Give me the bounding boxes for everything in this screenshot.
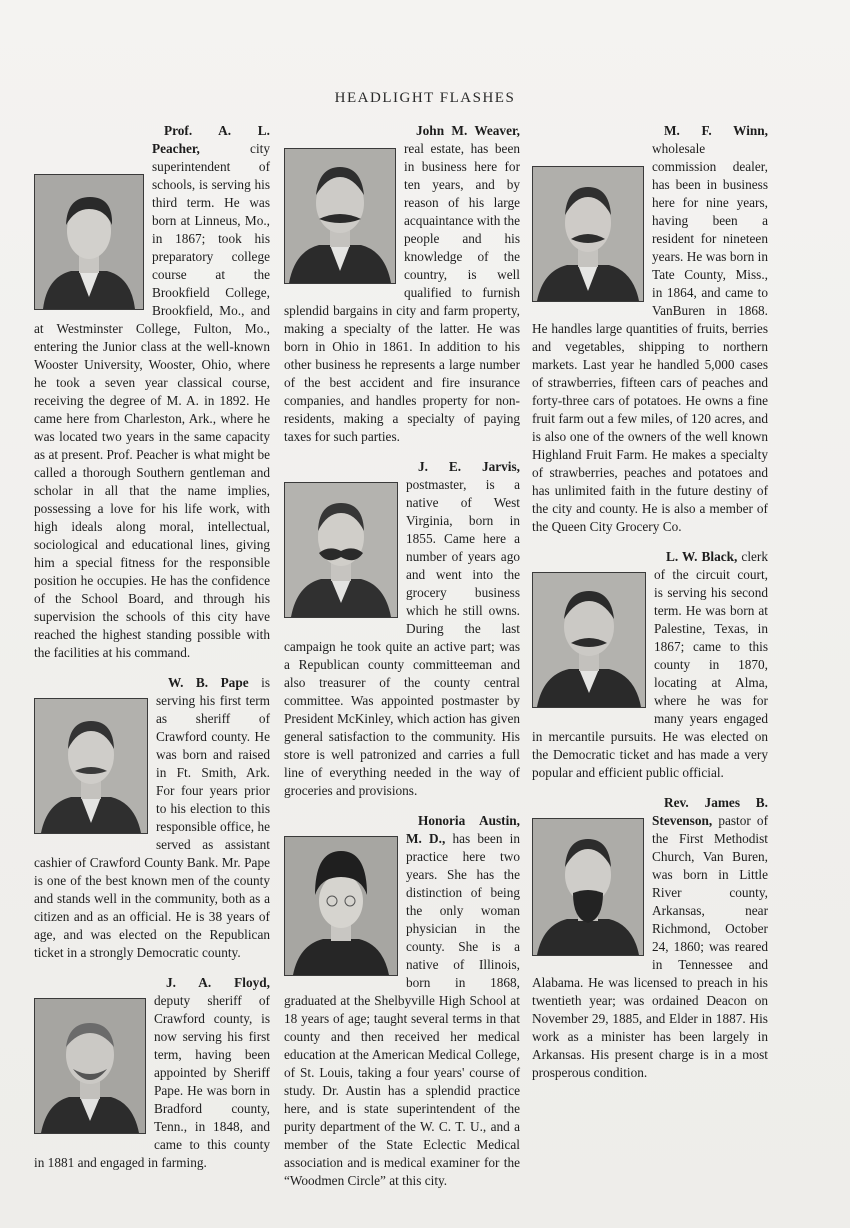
portrait-photo (284, 836, 398, 976)
biography-text: wholesale commission dealer, has been in business here for nine years, having been a resident for nineteen years. He was born in Tate County, Miss., in 1864, and came to VanBuren in 1868. He handles large quantities of fruits, berries and vegetables, shipping to northern markets. Last year he handled 5,000 cases of strawberries, fifteen cars of peaches and forty-three cars of potatoes. He owns a fine fruit farm out a few miles, of 120 acres, and is also one of the owners of the well known Highland Fruit Farm. He makes a specialty of strawberries, peaches and potatoes and has unlimited faith in the future destiny of the city and county. He is also a member of the Queen City Grocery Co. (532, 141, 768, 534)
biography-stevenson (532, 794, 768, 1082)
biography-text: real estate, has been in business here for ten years, and by reason of his large acquaintance with the people and his knowledge of the country, is well qualified to furnish splendid bargains in city and farm property, making a specialty of the latter. He was born in Ohio in 1861. In addition to his other business he represents a large number of the best accident and fire insurance companies, and handles property for non-residents, making a specialty of paying taxes for such parties. (284, 141, 520, 444)
biography-austin (284, 812, 520, 1190)
person-name: Prof. A. L. Peacher, (152, 123, 270, 156)
biography-black (532, 548, 768, 782)
column-1 (34, 122, 270, 1184)
column-2 (284, 122, 520, 1202)
portrait-photo (34, 698, 148, 834)
portrait-photo (284, 482, 398, 618)
portrait-photo (532, 166, 644, 302)
person-name: M. F. Winn, (664, 123, 768, 138)
biography-pape (34, 674, 270, 962)
biography-text: deputy sheriff of Crawford county, is now serving his first term, having been appointed by Sheriff Pape. He was born in Bradford county, Tenn., in 1848, and came to this county in 1881 and engaged in farming. (34, 993, 270, 1170)
biography-text: postmaster, is a native of West Virginia, born in 1855. Came here a number of years ago and went into the grocery business which he still owns. During the last campaign he took quite an active part; was a Republican county committeeman and also treasurer of the county central committee. Was appointed postmaster by President McKinley, which action has given general satisfaction to the community. His store is well patronized and carries a full line of everything needed in the way of groceries and provisions. (284, 477, 520, 798)
biography-text: clerk of the circuit court, is serving his second term. He was born at Palestine, Texas, in 1867; came to this county in 1870, locating at Alma, where he was for many years engaged in mercantile pursuits. He was elected on the Democratic ticket and has made a very popular and efficient public official. (532, 549, 768, 780)
person-name: L. W. Black, (666, 549, 738, 564)
portrait-photo (34, 998, 146, 1134)
biography-text: has been in practice here two years. She has the distinction of being the only woman physician in the county. She is a native of Illinois, born in 1868, graduated at the Shelbyville High School at 18 years of age; taught several terms in that county and then received her medical education at the American Medical College, of St. Louis, taking a four years' course of study. Dr. Austin has a splendid practice here, and is state superintendent of the purity department of the W. C. T. U., and a member of the State Eclectic Medical association and is medical examiner for the “Woodmen Circle” at this city. (284, 831, 520, 1188)
person-name: J. A. Floyd, (166, 975, 270, 990)
portrait-photo (532, 818, 644, 956)
portrait-photo (34, 174, 144, 310)
biography-winn (532, 122, 768, 536)
biography-peacher (34, 122, 270, 662)
biography-text: is serving his first term as sheriff of Crawford county. He was born and raised in Ft. Smith, Ark. For four years prior to his election to this responsible office, he served as assistant cashier of Crawford County Bank. Mr. Pape is one of the best known men of the county and stands well in the community, both as a citizen and as an official. He is 38 years of age, and was elected on the Republican ticket in a strongly Democratic county. (34, 675, 271, 960)
biography-jarvis (284, 458, 520, 800)
biography-weaver (284, 122, 520, 446)
person-name: J. E. Jarvis, (418, 459, 520, 474)
biography-floyd (34, 974, 270, 1172)
person-name: W. B. Pape (168, 675, 249, 690)
portrait-photo (284, 148, 396, 284)
biography-text: pastor of the First Methodist Church, Van Buren, was born in Little River county, Arkansas, near Richmond, October 24, 1860; was reared in Tennessee and Alabama. He was licensed to preach in his twentieth year; was ordained Deacon on November 29, 1885, and Elder in 1887. His work as a minister has been largely in Arkansas. His present charge is in a most prosperous condition. (532, 813, 768, 1080)
portrait-photo (532, 572, 646, 708)
person-name: Rev. James B. Stevenson, (652, 795, 768, 828)
person-name: Honoria Austin, M. D., (406, 813, 520, 846)
person-name: John M. Weaver, (416, 123, 520, 138)
column-3 (532, 122, 768, 1094)
biography-text: city superintendent of schools, is serving his third term. He was born at Linneus, Mo., in 1867; took his preparatory college course at the Brookfield College, Brookfield, Mo., and at Westminster College, Fulton, Mo., entering the Junior class at the well-known Wooster University, Wooster, Ohio, where he took a seven year classical course, receiving the degree of M. A. in 1892. He came here from Charleston, Ark., where he was located two years in the same capacity as at present. Prof. Peacher is what might be called a thorough Southern gentleman and scholar in all that the name implies, possessing a love for his life work, with high ideals along moral, intellectual, sociological and educational lines, giving him a special fitness for the responsible position he occupies. He has the confidence of the School Board, and through his supervision the schools of this city have reached the highest standing possible with the facilities at his command. (34, 141, 270, 660)
page-title: HEADLIGHT FLASHES (334, 90, 516, 106)
